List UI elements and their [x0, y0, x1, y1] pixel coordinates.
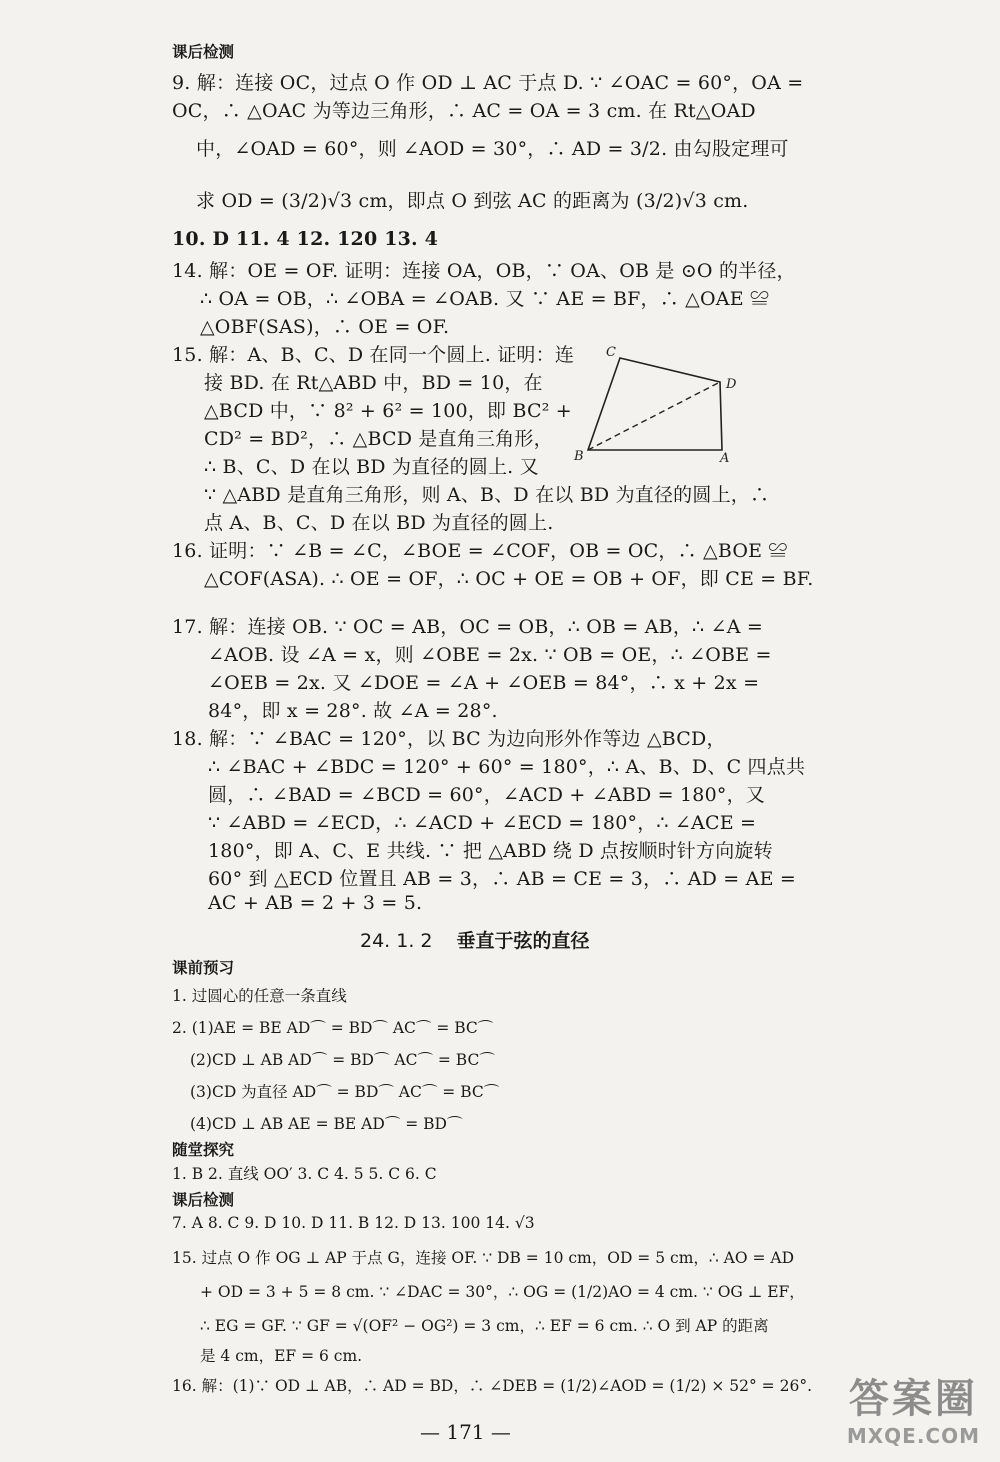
answer-line: (4)CD ⊥ AB AE = BE AD⌒ = BD⌒: [190, 1115, 463, 1133]
answer-line: 18. 解：∵ ∠BAC = 120°，以 BC 为边向形外作等边 △BCD，: [172, 728, 726, 750]
answer-line: 求 OD = (3/2)√3 cm，即点 O 到弦 AC 的距离为 (3/2)√3 cm.: [196, 190, 749, 212]
watermark-url: MXQE.COM: [846, 1424, 980, 1448]
answer-line: AC + AB = 2 + 3 = 5.: [208, 892, 423, 914]
section-heading-explore: 随堂探究: [172, 1141, 235, 1159]
answer-line: 1. 过圆心的任意一条直线: [172, 987, 347, 1005]
answer-line: 是 4 cm，EF = 6 cm.: [200, 1347, 363, 1365]
section-heading-after-class: 课后检测: [172, 43, 235, 61]
answer-line: ∠OEB = 2x. 又 ∠DOE = ∠A + ∠OEB = 84°，∴ x + 2x =: [208, 672, 760, 694]
answer-line: OC，∴ △OAC 为等边三角形，∴ AC = OA = 3 cm. 在 Rt△OAD: [172, 100, 756, 122]
answer-line: ∵ ∠ABD = ∠ECD，∴ ∠ACD + ∠ECD = 180°，∴ ∠ACE =: [208, 812, 757, 834]
section-title: [360, 926, 590, 953]
answer-line: 2. (1)AE = BE AD⌒ = BD⌒ AC⌒ = BC⌒: [172, 1019, 494, 1037]
answer-line: 点 A、B、C、D 在以 BD 为直径的圆上.: [204, 512, 554, 534]
answer-line: 9. 解：连接 OC，过点 O 作 OD ⊥ AC 于点 D. ∵ ∠OAC = 60°，OA =: [172, 72, 804, 94]
answer-line: △COF(ASA). ∴ OE = OF，∴ OC + OE = OB + OF，即 CE = BF.: [204, 568, 814, 590]
answer-line: 10. D 11. 4 12. 120 13. 4: [172, 228, 439, 250]
section-heading-preview: 课前预习: [172, 959, 235, 977]
answer-line: 中，∠OAD = 60°，则 ∠AOD = 30°，∴ AD = 3/2. 由勾股定理可: [196, 138, 789, 160]
answer-line: ∴ OA = OB，∴ ∠OBA = ∠OAB. 又 ∵ AE = BF，∴ △OAE ≌: [200, 288, 770, 310]
answer-line: 1. B 2. 直线 OO′ 3. C 4. 5 5. C 6. C: [172, 1165, 437, 1183]
answer-line: 84°，即 x = 28°. 故 ∠A = 28°.: [208, 700, 498, 722]
watermark-logo-text: 答案圈: [848, 1376, 978, 1422]
answer-line: 16. 证明：∵ ∠B = ∠C，∠BOE = ∠COF，OB = OC，∴ △BOE ≌: [172, 540, 788, 562]
answer-line: ∴ B、C、D 在以 BD 为直径的圆上. 又: [204, 456, 539, 478]
answer-line: 15. 过点 O 作 OG ⊥ AP 于点 G，连接 OF. ∵ DB = 10 cm，OD = 5 cm，∴ AO = AD: [172, 1249, 795, 1267]
answer-line: 17. 解：连接 OB. ∵ OC = AB，OC = OB，∴ OB = AB，∴ ∠A =: [172, 616, 763, 638]
answer-line: 15. 解：A、B、C、D 在同一个圆上. 证明：连: [172, 344, 575, 366]
quadrilateral-outline: [588, 358, 722, 450]
answer-line: △BCD 中，∵ 8² + 6² = 100，即 BC² +: [204, 400, 572, 422]
site-watermark: [847, 1367, 980, 1448]
answer-line: 60° 到 △ECD 位置且 AB = 3，∴ AB = CE = 3，∴ AD = AE =: [208, 868, 797, 890]
answer-line: 7. A 8. C 9. D 10. D 11. B 12. D 13. 100 14. √3: [172, 1214, 535, 1232]
answer-line: ∵ △ABD 是直角三角形，则 A、B、D 在以 BD 为直径的圆上，∴: [204, 484, 770, 506]
answer-line: + OD = 3 + 5 = 8 cm. ∵ ∠DAC = 30°，∴ OG = (1/2)AO = 4 cm. ∵ OG ⊥ EF，: [200, 1283, 805, 1301]
quadrilateral-figure: [570, 340, 750, 470]
vertex-label-d: D: [726, 377, 737, 392]
page-number: — 171 —: [420, 1420, 511, 1444]
answer-line: 180°，即 A、C、E 共线. ∵ 把 △ABD 绕 D 点按顺时针方向旋转: [208, 840, 773, 862]
vertex-label-a: A: [720, 451, 730, 466]
answer-line: (3)CD 为直径 AD⌒ = BD⌒ AC⌒ = BC⌒: [190, 1083, 500, 1101]
vertex-label-b: B: [574, 449, 584, 464]
answer-line: CD² = BD²，∴ △BCD 是直角三角形，: [204, 428, 553, 450]
answer-line: ∠AOB. 设 ∠A = x，则 ∠OBE = 2x. ∵ OB = OE，∴ ∠OBE =: [208, 644, 772, 666]
section-number: 24. 1. 2: [360, 930, 433, 952]
answer-line: 圆，∴ ∠BAD = ∠BCD = 60°，∠ACD + ∠ABD = 180°，又: [208, 784, 765, 806]
answer-line: 16. 解：(1)∵ OD ⊥ AB，∴ AD = BD，∴ ∠DEB = (1/2)∠AOD = (1/2) × 52° = 26°.: [172, 1377, 812, 1395]
answer-line: (2)CD ⊥ AB AD⌒ = BD⌒ AC⌒ = BC⌒: [190, 1051, 495, 1069]
answer-line: ∴ EG = GF. ∵ GF = √(OF² − OG²) = 3 cm，∴ EF = 6 cm. ∴ O 到 AP 的距离: [200, 1317, 769, 1335]
answer-line: ∴ ∠BAC + ∠BDC = 120° + 60° = 180°，∴ A、B、D、C 四点共: [208, 756, 806, 778]
answer-line: △OBF(SAS)，∴ OE = OF.: [200, 316, 450, 338]
vertex-label-c: C: [606, 345, 616, 360]
section-heading-after-class: 课后检测: [172, 1191, 235, 1209]
answer-line: 14. 解：OE = OF. 证明：连接 OA，OB，∵ OA、OB 是 ⊙O 的半径，: [172, 260, 796, 282]
answer-line: 接 BD. 在 Rt△ABD 中，BD = 10，在: [204, 372, 543, 394]
section-title-text: 垂直于弦的直径: [456, 930, 590, 952]
